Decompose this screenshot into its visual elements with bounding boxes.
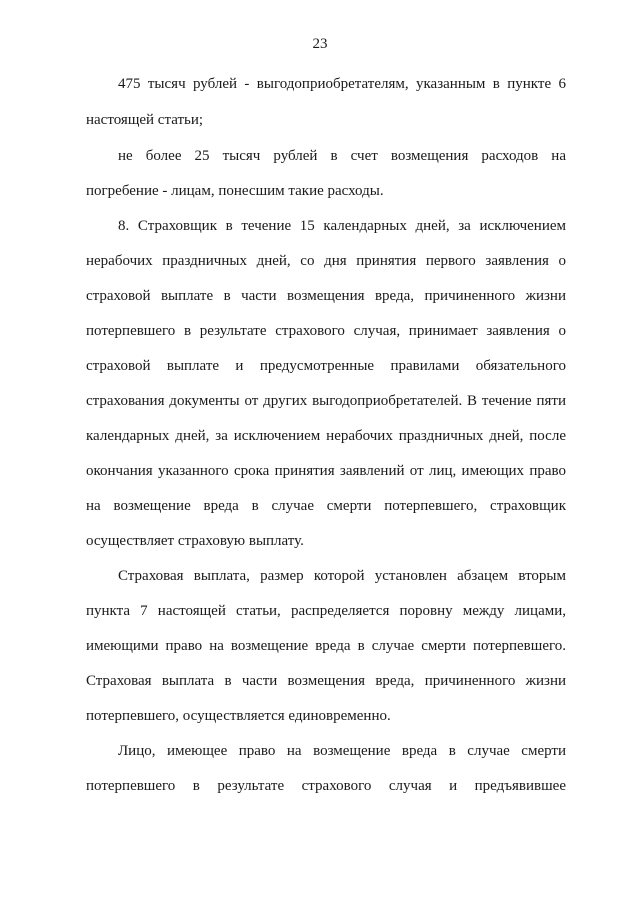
text-line: не более 25 тысяч рублей в счет возмещения расходов на: [118, 148, 566, 164]
text-line: пункта 7 настоящей статьи, распределяется поровну между лицами,: [86, 603, 566, 619]
text-line: имеющими право на возмещение вреда в случае смерти потерпевшего.: [86, 638, 566, 654]
text-line: 8. Страховщик в течение 15 календарных дней, за исключением: [118, 218, 566, 234]
text-line: на возмещение вреда в случае смерти потерпевшего, страховщик: [86, 498, 566, 514]
text-line: окончания указанного срока принятия заявлений от лиц, имеющих право: [86, 463, 566, 479]
text-line: Лицо, имеющее право на возмещение вреда в случае смерти: [118, 743, 566, 759]
text-line: страховой выплате и предусмотренные правилами обязательного: [86, 358, 566, 374]
text-line: страхования документы от других выгодоприобретателей. В течение пяти: [86, 393, 566, 409]
text-line: Страховая выплата, размер которой установлен абзацем вторым: [118, 568, 566, 584]
text-line: страховой выплате в части возмещения вреда, причиненного жизни: [86, 288, 566, 304]
text-line: погребение - лицам, понесшим такие расходы.: [86, 183, 384, 199]
text-line: потерпевшего, осуществляется единовременно.: [86, 708, 391, 724]
text-line: календарных дней, за исключением нерабочих праздничных дней, после: [86, 428, 566, 444]
page-number: 23: [312, 36, 328, 52]
text-line: 475 тысяч рублей - выгодоприобретателям, указанным в пункте 6: [118, 76, 566, 92]
text-line: потерпевшего в результате страхового случая и предъявившее: [86, 778, 566, 794]
text-line: осуществляет страховую выплату.: [86, 533, 304, 549]
text-line: настоящей статьи;: [86, 112, 204, 128]
text-line: Страховая выплата в части возмещения вреда, причиненного жизни: [86, 673, 566, 689]
text-line: потерпевшего в результате страхового случая, принимает заявления о: [86, 323, 566, 339]
text-line: нерабочих праздничных дней, со дня принятия первого заявления о: [86, 253, 566, 269]
